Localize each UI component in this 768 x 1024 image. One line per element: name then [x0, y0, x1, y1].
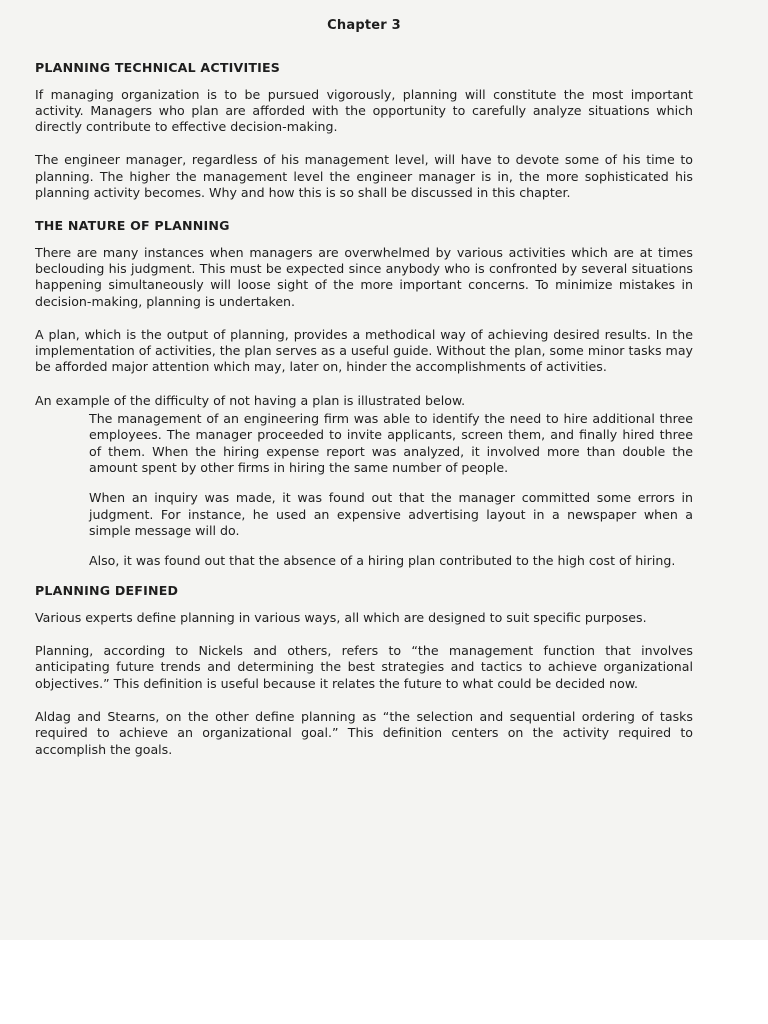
example-block: [89, 411, 693, 569]
example-paragraph: The management of an engineering firm was able to identify the need to hire additional three employees. The manager proceeded to invite applicants, screen them, and finally hired three of them. When the hiring expense report was analyzed, it involved more than double the amount spent by other firms in hiring the same number of people.: [89, 411, 693, 475]
page-content: [35, 18, 693, 775]
section-heading-planning-defined: PLANNING DEFINED: [35, 583, 179, 599]
paragraph: If managing organization is to be pursued vigorously, planning will constitute the most important activity. Managers who plan are afforded with the opportunity to carefully analyze situations which directly contribute to effective decision-making.: [35, 86, 693, 135]
paragraph: There are many instances when managers are overwhelmed by various activities which are at times beclouding his judgment. This must be expected since anybody who is confronted by several situations happening simultaneously will loose sight of the more important concerns. To minimize mistakes in decision-making, planning is undertaken.: [35, 244, 693, 309]
chapter-title: Chapter 3: [327, 18, 401, 33]
paragraph: An example of the difficulty of not having a plan is illustrated below.: [35, 392, 466, 408]
example-paragraph: When an inquiry was made, it was found out that the manager committed some errors in judgment. For instance, he used an expensive advertising layout in a newspaper when a simple message will do.: [89, 490, 693, 538]
paragraph: A plan, which is the output of planning, provides a methodical way of achieving desired results. In the implementation of activities, the plan serves as a useful guide. Without the plan, some minor tasks may be afforded major attention which may, later on, hinder the accomplishments of activities.: [35, 326, 693, 375]
example-paragraph: Also, it was found out that the absence of a hiring plan contributed to the high cost of hiring.: [89, 553, 676, 569]
paragraph: Planning, according to Nickels and others, refers to “the management function that involves anticipating future trends and determining the best strategies and tactics to achieve organizational objectives.” This definition is useful because it relates the future to what could be decided now.: [35, 643, 693, 691]
paragraph: The engineer manager, regardless of his management level, will have to devote some of his time to planning. The higher the management level the engineer manager is in, the more sophisticated his planning activity becomes. Why and how this is so shall be discussed in this chapter.: [35, 152, 693, 201]
section-heading-nature-of-planning: THE NATURE OF PLANNING: [35, 218, 230, 234]
paragraph: Various experts define planning in various ways, all which are designed to suit specific purposes.: [35, 609, 647, 625]
blank-page-margin: [0, 940, 768, 1024]
section-heading-planning-technical-activities: PLANNING TECHNICAL ACTIVITIES: [35, 60, 281, 76]
paragraph: Aldag and Stearns, on the other define planning as “the selection and sequential ordering of tasks required to achieve an organizational goal.” This definition centers on the activity required to accomplish the goals.: [35, 708, 693, 757]
